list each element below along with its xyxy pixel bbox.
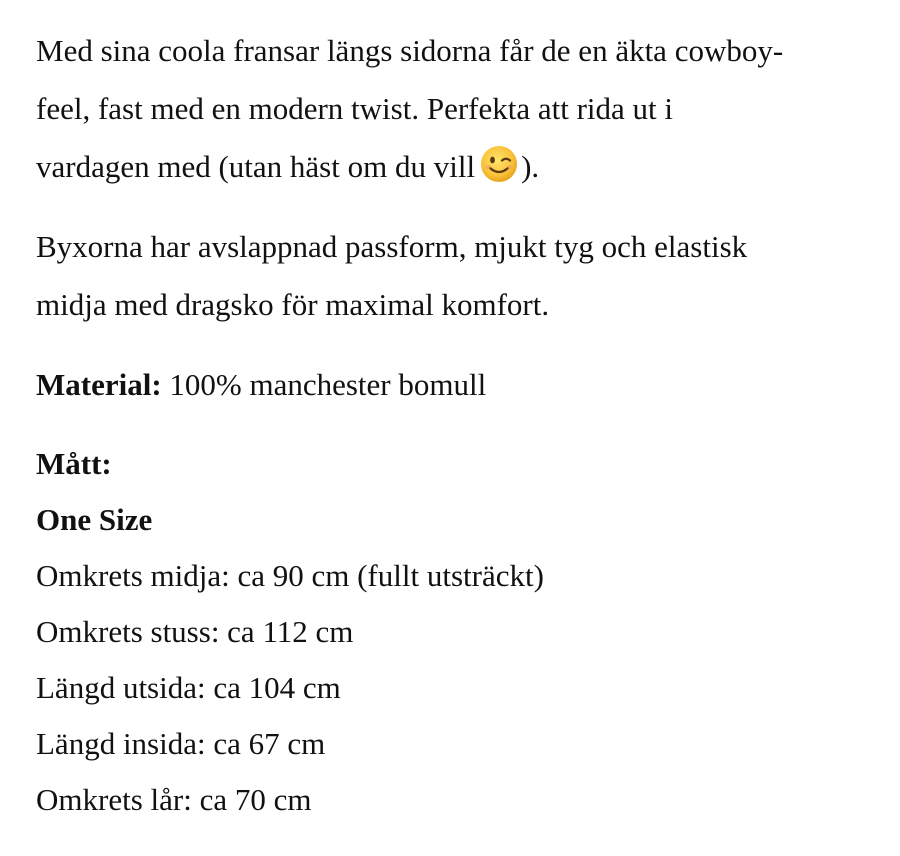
size-heading: One Size bbox=[36, 502, 153, 537]
text-line: midja med dragsko för maximal komfort. bbox=[36, 287, 550, 322]
text-line bbox=[36, 138, 886, 196]
material-value: 100% manchester bomull bbox=[161, 367, 487, 402]
measurement-item: Omkrets lår: ca 70 cm bbox=[36, 782, 312, 817]
measurements-section bbox=[36, 436, 886, 828]
text-segment: vardagen med (utan häst om du vill bbox=[36, 149, 476, 184]
measurement-item: Längd utsida: ca 104 cm bbox=[36, 670, 341, 705]
description-paragraph-1 bbox=[36, 22, 886, 196]
measurements-heading: Mått: bbox=[36, 446, 112, 481]
measurement-item: Omkrets stuss: ca 112 cm bbox=[36, 614, 354, 649]
measurement-item: Längd insida: ca 67 cm bbox=[36, 726, 326, 761]
text-line: Med sina coola fransar längs sidorna får de en äkta cowboy- bbox=[36, 33, 784, 68]
description-paragraph-2 bbox=[36, 218, 886, 334]
material-label: Material: bbox=[36, 367, 162, 402]
text-line: feel, fast med en modern twist. Perfekta att rida ut i bbox=[36, 91, 674, 126]
text-segment: ). bbox=[521, 149, 540, 184]
text-line: Byxorna har avslappnad passform, mjukt tyg och elastisk bbox=[36, 229, 748, 264]
text-line bbox=[36, 356, 886, 414]
product-description bbox=[36, 22, 886, 828]
material-line bbox=[36, 356, 886, 414]
winking-face-icon bbox=[479, 144, 519, 184]
measurement-item: Omkrets midja: ca 90 cm (fullt utsträckt) bbox=[36, 558, 544, 593]
